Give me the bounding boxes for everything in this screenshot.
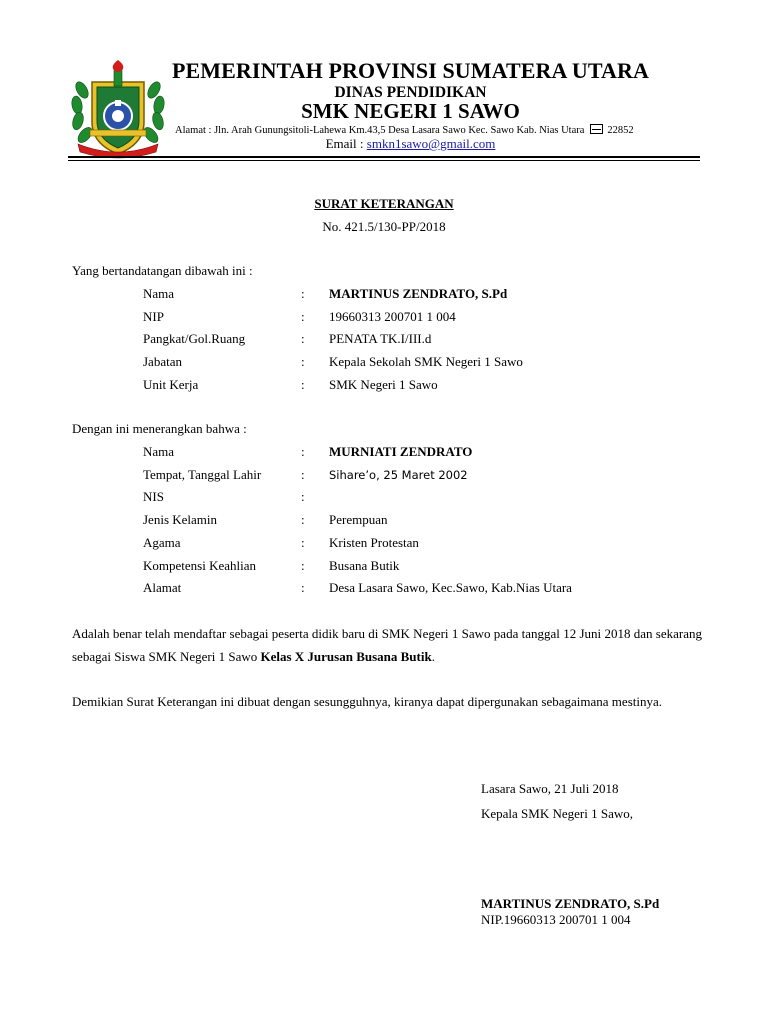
detail-label: Jabatan (143, 354, 182, 370)
detail-row (0, 286, 768, 306)
detail-label: Unit Kerja (143, 376, 199, 392)
signature-name: MARTINUS ZENDRATO, S.Pd (481, 896, 660, 911)
detail-separator: : (301, 354, 305, 370)
letterhead-divider-thin (68, 160, 700, 161)
detail-value: MURNIATI ZENDRATO (329, 444, 473, 459)
detail-row (0, 354, 768, 374)
detail-separator: : (301, 308, 305, 324)
statement-paragraph (72, 623, 702, 668)
detail-value: Sihare’o, 25 Maret 2002 (329, 467, 468, 482)
postal-code: 22852 (607, 125, 634, 136)
detail-label: Tempat, Tanggal Lahir (143, 466, 262, 482)
detail-separator: : (301, 444, 305, 459)
detail-value: Desa Lasara Sawo, Kec.Sawo, Kab.Nias Utara (329, 580, 572, 596)
detail-row (0, 489, 768, 509)
detail-separator: : (301, 557, 305, 573)
detail-separator: : (301, 489, 305, 505)
detail-row (0, 444, 768, 464)
detail-value: PENATA TK.I/III.d (329, 331, 432, 347)
document-title: SURAT KETERANGAN (314, 196, 454, 211)
detail-label: Alamat (143, 580, 182, 596)
statement-class: Kelas X Jurusan Busana Butik (260, 648, 432, 664)
detail-label: Pangkat/Gol.Ruang (143, 331, 246, 347)
detail-row (0, 467, 768, 487)
mailbox-icon (590, 124, 603, 134)
detail-row (0, 331, 768, 351)
detail-separator: : (301, 331, 305, 347)
signature-position: Kepala SMK Negeri 1 Sawo, (481, 806, 633, 821)
detail-separator: : (301, 512, 305, 528)
detail-row (0, 377, 768, 397)
government-title: PEMERINTAH PROVINSI SUMATERA UTARA (171, 58, 650, 83)
detail-separator: : (301, 580, 305, 596)
statement-end: . (431, 648, 435, 664)
school-title: SMK NEGERI 1 SAWO (301, 99, 520, 123)
student-intro: Dengan ini menerangkan bahwa : (72, 421, 247, 436)
signatory-intro: Yang bertandatangan dibawah ini : (72, 263, 253, 278)
detail-value: SMK Negeri 1 Sawo (329, 376, 438, 392)
detail-separator: : (301, 286, 305, 301)
detail-label: NIP (143, 308, 164, 324)
detail-row (0, 558, 768, 578)
detail-row (0, 309, 768, 329)
closing-paragraph: Demikian Surat Keterangan ini dibuat dengan sesungguhnya, kiranya dapat dipergunakan sebagaimana mestinya. (72, 694, 662, 709)
detail-separator: : (301, 376, 305, 392)
detail-value: 19660313 200701 1 004 (329, 308, 456, 324)
detail-value: Busana Butik (329, 557, 400, 573)
detail-value: Kepala Sekolah SMK Negeri 1 Sawo (329, 354, 523, 370)
province-emblem-icon (68, 60, 168, 160)
document-number: No. 421.5/130-PP/2018 (322, 219, 446, 234)
address-text: Alamat : Jln. Arah Gunungsitoli-Lahewa Km.43,5 Desa Lasara Sawo Kec. Sawo Kab. Nias Utara (175, 125, 585, 136)
detail-label: Nama (143, 286, 175, 301)
email-link[interactable]: smkn1sawo@gmail.com (366, 136, 496, 151)
detail-label: Kompetensi Keahlian (143, 557, 256, 573)
detail-label: Jenis Kelamin (143, 512, 218, 528)
detail-label: Nama (143, 444, 175, 459)
detail-value: Perempuan (329, 512, 388, 528)
detail-row (0, 535, 768, 555)
letterhead-divider-thick (68, 156, 700, 158)
detail-row (0, 512, 768, 532)
detail-value: Kristen Protestan (329, 534, 419, 550)
signature-nip: NIP.19660313 200701 1 004 (481, 912, 631, 927)
detail-separator: : (301, 534, 305, 550)
email-label: Email : (325, 136, 364, 151)
school-email (163, 136, 658, 152)
detail-label: NIS (143, 489, 164, 505)
department-title: DINAS PENDIDIKAN (334, 84, 487, 101)
statement-text: Adalah benar telah mendaftar sebagai peserta didik baru di SMK Negeri 1 Sawo pada tanggal 12 Juni 2018 dan sekarang sebagai Siswa SMK Negeri 1 Sawo (72, 626, 702, 664)
detail-separator: : (301, 466, 305, 482)
signature-place-date: Lasara Sawo, 21 Juli 2018 (481, 781, 619, 796)
school-address (175, 124, 634, 136)
detail-row (0, 580, 768, 600)
detail-label: Agama (143, 534, 181, 550)
detail-value: MARTINUS ZENDRATO, S.Pd (329, 286, 508, 301)
